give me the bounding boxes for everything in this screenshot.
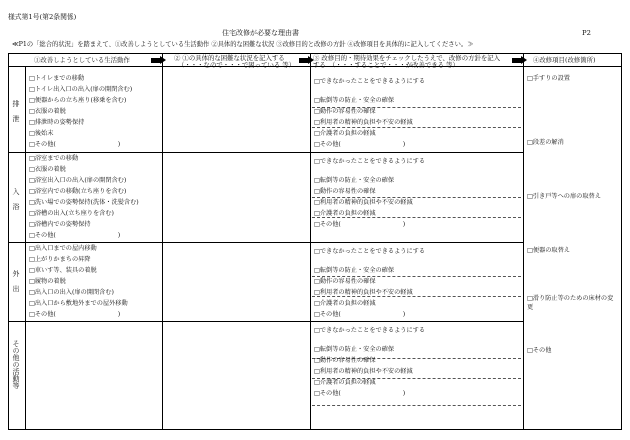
column-header-purpose-note: する （・・・することで・・・が改善できる 等）: [313, 61, 459, 69]
activity-checkbox[interactable]: □履物の着脱: [29, 278, 66, 285]
category-bathing: 入浴: [12, 188, 20, 218]
goal-checkbox[interactable]: □その他( ): [314, 221, 406, 228]
goal-checkbox[interactable]: □介護者の負担の軽減: [314, 130, 376, 137]
column-header-difficulty-note: （・・・なので・・・で困っている 等）: [178, 61, 296, 69]
item-checkbox[interactable]: □引き戸等への扉の取替え: [527, 193, 601, 200]
goal-checkbox[interactable]: □利用者の精神的負担や不安の軽減: [314, 199, 413, 206]
goal-checkbox[interactable]: □転倒等の防止・安全の確保: [314, 97, 395, 104]
page-number: P2: [582, 29, 591, 37]
goal-checkbox[interactable]: □利用者の精神的負担や不安の軽減: [314, 289, 413, 296]
divider: [25, 66, 26, 430]
goal-checkbox[interactable]: □できなかったことをできるようにする: [314, 158, 426, 165]
goal-checkbox[interactable]: □できなかったことをできるようにする: [314, 78, 426, 85]
dashed-line: [312, 197, 521, 198]
category-other: その他の活動等: [12, 340, 20, 389]
goal-checkbox[interactable]: □転倒等の防止・安全の確保: [314, 267, 395, 274]
divider: [8, 152, 523, 153]
divider: [8, 321, 523, 322]
item-checkbox[interactable]: □滑り防止等のための床材の変更: [527, 295, 614, 311]
activity-checkbox[interactable]: □浴槽内での姿勢保持: [29, 221, 91, 228]
activity-checkbox[interactable]: □衣服の着脱: [29, 108, 66, 115]
activity-checkbox[interactable]: □浴槽の出入(立ち座りを含む): [29, 210, 114, 217]
activity-checkbox[interactable]: □洗い場での姿勢保持(洗体・洗髪含む): [29, 199, 139, 206]
category-excretion: 排泄: [12, 100, 20, 130]
form-number: 様式第1号(第2条関係): [8, 13, 77, 21]
activity-checkbox[interactable]: □衣服の着脱: [29, 166, 66, 173]
column-header-activity: ①改善しようとしている生活動作: [34, 56, 130, 64]
goal-checkbox[interactable]: □転倒等の防止・安全の確保: [314, 346, 395, 353]
goal-checkbox[interactable]: □介護者の負担の軽減: [314, 300, 376, 307]
dashed-line: [312, 127, 521, 128]
activity-checkbox[interactable]: □出入口までの屋内移動: [29, 245, 97, 252]
item-checkbox[interactable]: □段差の解消: [527, 139, 564, 146]
activity-checkbox[interactable]: □その他( ): [29, 141, 121, 148]
item-checkbox[interactable]: □手すりの設置: [527, 75, 570, 82]
activity-checkbox[interactable]: □便器からの立ち座り(移乗を含む): [29, 97, 127, 104]
activity-checkbox[interactable]: □排泄時の姿勢保持: [29, 119, 85, 126]
goal-checkbox[interactable]: □介護者の負担の軽減: [314, 379, 376, 386]
item-checkbox[interactable]: □便器の取替え: [527, 247, 570, 254]
dashed-line: [312, 276, 521, 277]
goal-checkbox[interactable]: □その他( ): [314, 390, 406, 397]
goal-checkbox[interactable]: □その他( ): [314, 141, 406, 148]
item-checkbox[interactable]: □その他: [527, 347, 552, 354]
activity-checkbox[interactable]: □浴室内での移動(立ち座りを含む): [29, 188, 127, 195]
goal-checkbox[interactable]: □動作の容易性の確保: [314, 357, 376, 364]
activity-checkbox[interactable]: □トイレまでの移動: [29, 75, 85, 82]
goal-checkbox[interactable]: □動作の容易性の確保: [314, 188, 376, 195]
column-header-purpose: ③ 改修目的・期待効果をチェックしたうえで、改修の方針を記入: [313, 54, 501, 62]
activity-checkbox[interactable]: □その他( ): [29, 232, 121, 239]
instruction-text: ≪P1の「総合的状況」を踏まえて、①改善しようとしている生活動作 ②具体的な困難な状況 ③改修目的と改修の方針 ④改修項目を具体的に記入してください。≫: [12, 41, 474, 48]
goal-checkbox[interactable]: □利用者の精神的負担や不安の軽減: [314, 368, 413, 375]
goal-checkbox[interactable]: □できなかったことをできるようにする: [314, 327, 426, 334]
divider: [523, 53, 524, 430]
goal-checkbox[interactable]: □介護者の負担の軽減: [314, 210, 376, 217]
activity-checkbox[interactable]: □浴室までの移動: [29, 155, 79, 162]
goal-checkbox[interactable]: □転倒等の防止・安全の確保: [314, 177, 395, 184]
goal-checkbox[interactable]: □動作の容易性の確保: [314, 278, 376, 285]
activity-checkbox[interactable]: □車いす等、装具の着脱: [29, 267, 97, 274]
column-header-difficulty: ② ①の具体的な困難な状況を記入する: [174, 54, 285, 62]
goal-checkbox[interactable]: □その他( ): [314, 311, 406, 318]
category-going-out: 外出: [12, 270, 20, 300]
activity-checkbox[interactable]: □後始末: [29, 130, 54, 137]
document-title: 住宅改修が必要な理由書: [222, 29, 299, 37]
activity-checkbox[interactable]: □その他( ): [29, 311, 121, 318]
column-header-items: ④改修項目(改修箇所): [533, 56, 596, 64]
goal-checkbox[interactable]: □動作の容易性の確保: [314, 108, 376, 115]
activity-checkbox[interactable]: □トイレ出入口の出入(扉の開閉含む): [29, 86, 133, 93]
divider: [8, 242, 523, 243]
goal-checkbox[interactable]: □利用者の精神的負担や不安の軽減: [314, 119, 413, 126]
activity-checkbox[interactable]: □上がりかまちの昇降: [29, 256, 91, 263]
activity-checkbox[interactable]: □出入口から敷地外までの屋外移動: [29, 300, 128, 307]
activity-checkbox[interactable]: □浴室出入口の出入(扉の開閉含む): [29, 177, 127, 184]
divider: [523, 66, 622, 67]
goal-checkbox[interactable]: □できなかったことをできるようにする: [314, 248, 426, 255]
activity-checkbox[interactable]: □出入口の出入(扉の開閉含む): [29, 289, 114, 296]
dashed-line: [312, 405, 521, 406]
